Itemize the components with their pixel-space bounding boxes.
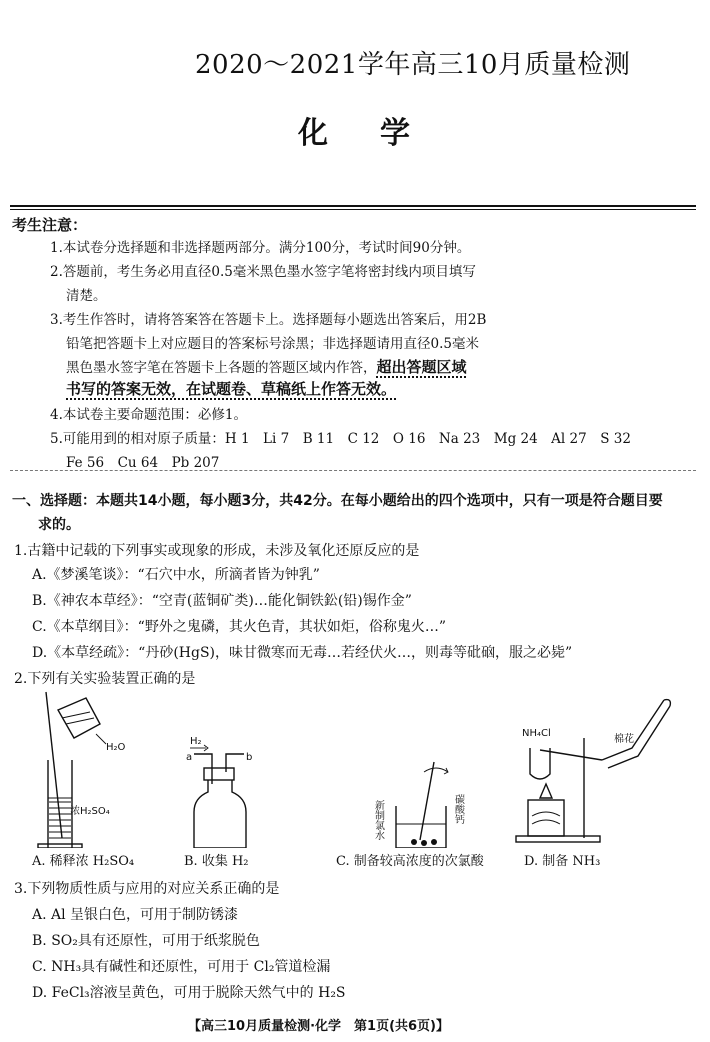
label-h2o: H₂O xyxy=(106,742,126,753)
question-1-option-b: B.《神农本草经》：“空青(蓝铜矿类)…能化铜铁鈆(铅)锡作金” xyxy=(32,593,412,609)
page-footer: 【高三10月质量检测·化学 第1页(共6页)】 xyxy=(188,1019,450,1034)
notice-item-3-cont2 xyxy=(66,356,467,377)
caption-a: A. 稀释浓 H₂SO₄ xyxy=(32,854,135,869)
label-chlorine-water: 新制氯水 xyxy=(372,800,384,840)
exam-title: 2020～2021学年高三10月质量检测 xyxy=(195,50,631,80)
notice-item-2-cont: 清楚。 xyxy=(66,288,107,304)
question-3-stem: 3.下列物质性质与应用的对应关系正确的是 xyxy=(14,881,280,897)
notice-item-1: 1.本试卷分选择题和非选择题两部分。满分100分，考试时间90分钟。 xyxy=(50,240,471,256)
question-1-option-d: D.《本草经疏》：“丹砂(HgS)，味甘微寒而无毒…若经伏火…，则毒等砒硇，服之必毙” xyxy=(32,645,573,661)
notice-item-3-text: 黑色墨水签字笔在答题卡上各题的答题区域内作答， xyxy=(66,360,377,376)
section-divider xyxy=(10,470,696,471)
header-divider xyxy=(10,205,696,207)
question-3-option-b: B. SO₂具有还原性，可用于纸浆脱色 xyxy=(32,933,260,949)
figure-c-beaker xyxy=(373,762,465,848)
notice-item-3-cont1: 铅笔把答题卡上对应题目的答案标号涂黑；非选择题请用直径0.5毫米 xyxy=(66,336,479,352)
label-caco3: 碳酸钙 xyxy=(452,794,464,824)
figure-d-nh3 xyxy=(516,700,670,842)
question-3-option-d: D. FeCl₃溶液呈黄色，可用于脱除天然气中的 H₂S xyxy=(32,985,346,1001)
figure-b-gas-bottle xyxy=(186,736,252,848)
subject-title: 化学 xyxy=(298,116,462,151)
question-3-option-a: A. Al 呈银白色，可用于制防锈漆 xyxy=(32,907,239,923)
label-a: a xyxy=(186,752,193,763)
question-2-stem: 2.下列有关实验装置正确的是 xyxy=(14,671,196,687)
caption-d: D. 制备 NH₃ xyxy=(524,854,601,869)
notice-item-5-cont: Fe 56 Cu 64 Pb 207 xyxy=(66,455,220,471)
question-3-option-c: C. NH₃具有碱性和还原性，可用于 Cl₂管道检漏 xyxy=(32,959,331,975)
notice-item-2: 2.答题前，考生务必用直径0.5毫米黑色墨水签字笔将密封线内项目填写 xyxy=(50,264,476,280)
label-h2: H₂ xyxy=(190,736,202,747)
caption-c: C. 制备较高浓度的次氯酸 xyxy=(336,854,484,869)
notice-item-5: 5.可能用到的相对原子质量：H 1 Li 7 B 11 C 12 O 16 Na 23 Mg 24 Al 27 S 32 xyxy=(50,431,631,447)
caption-b: B. 收集 H₂ xyxy=(184,854,249,869)
question-1-option-a: A.《梦溪笔谈》：“石穴中水，所滴者皆为钟乳” xyxy=(32,567,320,583)
label-b: b xyxy=(246,752,253,763)
figure-a-dilution xyxy=(38,692,126,848)
question-1-stem: 1.古籍中记载的下列事实或现象的形成，未涉及氧化还原反应的是 xyxy=(14,543,420,559)
header-divider-thin xyxy=(10,209,696,210)
section-heading-cont: 求的。 xyxy=(38,517,80,533)
apparatus-figures xyxy=(0,688,710,848)
section-heading: 一、选择题：本题共14小题，每小题3分，共42分。在每小题给出的四个选项中，只有一项是符合题目要 xyxy=(12,493,663,509)
label-nh4cl: NH₄Cl xyxy=(522,728,551,739)
notice-emphasis-1: 超出答题区域 xyxy=(376,358,467,376)
notice-heading: 考生注意： xyxy=(12,216,88,234)
label-cotton: 棉花 xyxy=(614,734,634,745)
label-conc-h2so4: 浓H₂SO₄ xyxy=(70,806,110,817)
notice-emphasis-2: 书写的答案无效，在试题卷、草稿纸上作答无效。 xyxy=(66,380,397,398)
notice-item-4: 4.本试卷主要命题范围：必修1。 xyxy=(50,407,247,423)
question-1-option-c: C.《本草纲目》：“野外之鬼磷，其火色青，其状如炬，俗称鬼火…” xyxy=(32,619,446,635)
notice-item-3: 3.考生作答时，请将答案答在答题卡上。选择题每小题选出答案后，用2B xyxy=(50,312,487,328)
